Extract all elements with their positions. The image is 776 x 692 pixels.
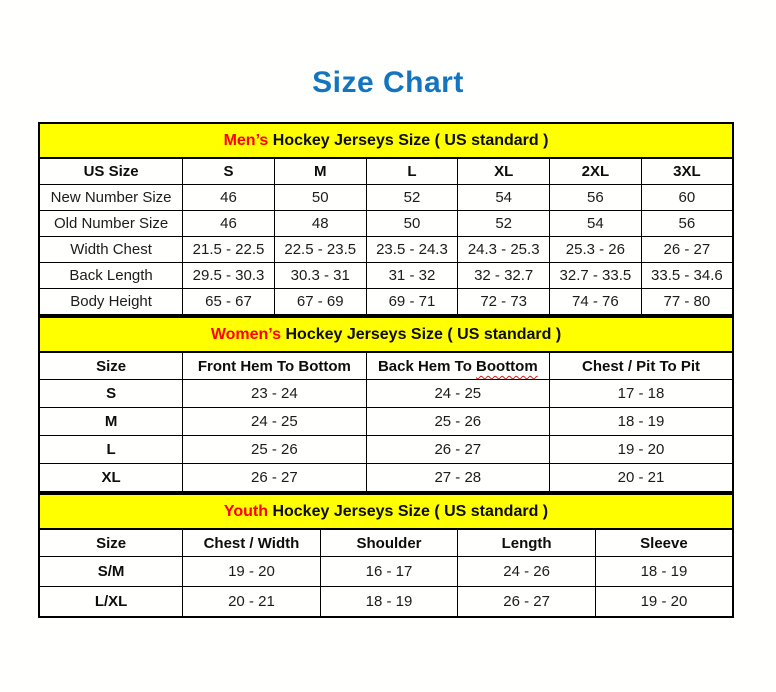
table-cell: 24.3 - 25.3 [458,237,550,263]
mens-header-row [39,158,733,185]
table-cell: 50 [274,185,366,211]
column-header: Size [39,352,183,380]
table-cell: 26 - 27 [458,587,596,618]
mens-section-heading [38,122,734,157]
page-title: Size Chart [312,66,464,99]
womens-header-row [39,352,733,380]
mens-heading-highlight: Men’s [223,132,269,149]
column-header: Shoulder [320,529,458,557]
womens-size-table [38,351,734,493]
table-cell: 19 - 20 [183,557,321,587]
table-cell: 24 - 25 [183,408,366,436]
table-cell: 74 - 76 [550,289,642,316]
row-label: New Number Size [39,185,183,211]
womens-heading-highlight: Women’s [210,326,282,343]
table-cell: 19 - 20 [595,587,733,618]
row-label: L [39,436,183,464]
youth-size-table [38,528,734,618]
youth-section-heading [38,493,734,528]
row-label: XL [39,464,183,493]
table-cell: 21.5 - 22.5 [183,237,275,263]
misspelled-word: Boottom [476,358,538,375]
womens-heading-rest: Hockey Jerseys Size ( US standard ) [281,326,562,343]
table-cell: 65 - 67 [183,289,275,316]
table-cell: 23 - 24 [183,380,366,408]
column-header [366,352,549,380]
table-cell: 18 - 19 [550,408,733,436]
table-cell: 29.5 - 30.3 [183,263,275,289]
table-cell: 23.5 - 24.3 [366,237,458,263]
youth-section [38,493,734,618]
column-header: Chest / Width [183,529,321,557]
table-cell: 24 - 26 [458,557,596,587]
table-cell: 52 [366,185,458,211]
womens-section [38,316,734,493]
row-label: L/XL [39,587,183,618]
size-chart-tables [38,122,734,618]
column-header: Length [458,529,596,557]
table-row [39,464,733,493]
column-header: Chest / Pit To Pit [550,352,733,380]
table-row [39,263,733,289]
table-cell: 32.7 - 33.5 [550,263,642,289]
column-header: Size [39,529,183,557]
table-cell: 24 - 25 [366,380,549,408]
column-header: M [274,158,366,185]
column-header: S [183,158,275,185]
table-cell: 54 [458,185,550,211]
mens-section [38,122,734,316]
table-cell: 19 - 20 [550,436,733,464]
table-cell: 25 - 26 [183,436,366,464]
column-header: L [366,158,458,185]
column-header: 2XL [550,158,642,185]
table-cell: 26 - 27 [366,436,549,464]
table-row [39,237,733,263]
row-label: M [39,408,183,436]
table-cell: 72 - 73 [458,289,550,316]
row-label: S/M [39,557,183,587]
table-cell: 27 - 28 [366,464,549,493]
table-row [39,557,733,587]
table-cell: 30.3 - 31 [274,263,366,289]
row-label: Old Number Size [39,211,183,237]
table-cell: 48 [274,211,366,237]
row-label: Back Length [39,263,183,289]
table-row [39,408,733,436]
womens-section-heading [38,316,734,351]
table-row [39,211,733,237]
table-cell: 26 - 27 [641,237,733,263]
table-cell: 32 - 32.7 [458,263,550,289]
table-cell: 50 [366,211,458,237]
table-cell: 25 - 26 [366,408,549,436]
table-cell: 46 [183,211,275,237]
table-cell: 56 [550,185,642,211]
column-header: US Size [39,158,183,185]
table-cell: 18 - 19 [595,557,733,587]
table-cell: 46 [183,185,275,211]
column-header: Front Hem To Bottom [183,352,366,380]
table-cell: 69 - 71 [366,289,458,316]
table-row [39,289,733,316]
table-cell: 20 - 21 [183,587,321,618]
table-cell: 60 [641,185,733,211]
table-cell: 18 - 19 [320,587,458,618]
table-row [39,380,733,408]
table-cell: 52 [458,211,550,237]
row-label: S [39,380,183,408]
table-cell: 22.5 - 23.5 [274,237,366,263]
youth-heading-highlight: Youth [223,503,268,520]
column-header: 3XL [641,158,733,185]
table-cell: 31 - 32 [366,263,458,289]
table-cell: 16 - 17 [320,557,458,587]
table-cell: 33.5 - 34.6 [641,263,733,289]
row-label: Width Chest [39,237,183,263]
column-header-text: Back Hem To [377,358,477,375]
table-row [39,185,733,211]
table-row [39,587,733,618]
table-cell: 77 - 80 [641,289,733,316]
table-cell: 54 [550,211,642,237]
mens-heading-rest: Hockey Jerseys Size ( US standard ) [268,132,549,149]
table-cell: 56 [641,211,733,237]
column-header: Sleeve [595,529,733,557]
youth-header-row [39,529,733,557]
table-cell: 26 - 27 [183,464,366,493]
table-row [39,436,733,464]
table-cell: 17 - 18 [550,380,733,408]
column-header: XL [458,158,550,185]
table-cell: 67 - 69 [274,289,366,316]
table-cell: 25.3 - 26 [550,237,642,263]
mens-size-table [38,157,734,316]
row-label: Body Height [39,289,183,316]
table-cell: 20 - 21 [550,464,733,493]
youth-heading-rest: Hockey Jerseys Size ( US standard ) [268,503,549,520]
